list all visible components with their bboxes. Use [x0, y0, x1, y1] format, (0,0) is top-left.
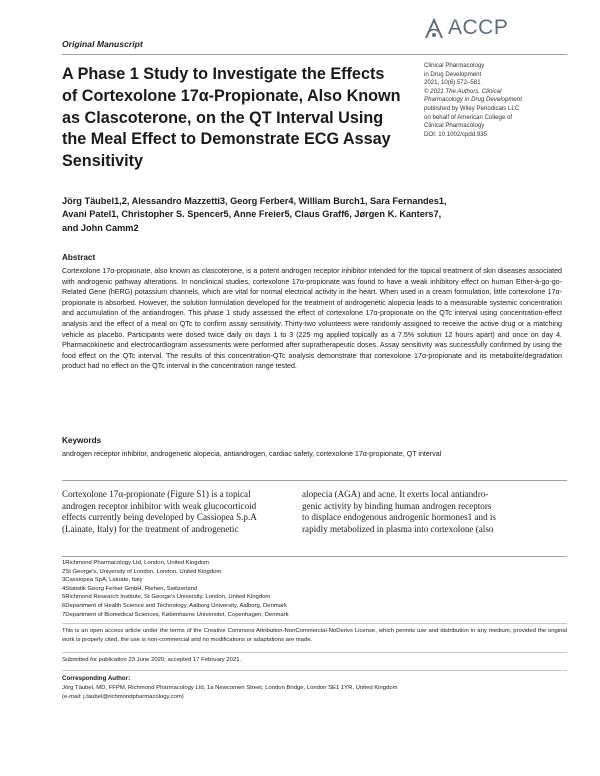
corresponding-heading: Corresponding Author: — [62, 675, 131, 682]
body-line: genic activity by binding human androgen receptors — [302, 500, 492, 511]
pubinfo-doi[interactable]: DOI: 10.1002/cpdd.935 — [424, 130, 488, 138]
affiliation: 3Cassiopea SpA, Lainate, Italy — [62, 577, 143, 584]
body-line: alopecia (AGA) and acne. It exerts local antiandro- — [302, 489, 489, 499]
pubinfo-journal: Clinical Pharmacology — [424, 62, 485, 69]
abstract-text: Cortexolone 17α-propionate, also known as clascoterone, is a potent androgen receptor inhibitor intended for the topical treatment of skin diseases associated with androgenic pathway alterations. In nonclinical studies, cortexolone 17α-propionate was found to have a weak inhibitory effect on human Ether-à-go-go-Related Gene (hERG) potassium channels, which are vital for normal electrical activity in the heart. When used in a cream formulation, little cortexolone 17α-propionate is absorbed. However, the solution formulation developed for the treatment of androgenetic alopecia leads to a measurable systemic concentration and accumulation of the antiandrogen. This phase 1 study assessed the effect of cortexolone 17α-propionate on the QTc interval using concentration-effect analysis and the effect of a meal on QTc to confirm assay sensitivity. Thirty-two volunteers were randomly assigned to receive the active drug or a matching vehicle as placebo. Participants were dosed twice daily on days 1 to 3 (225 mg applied topically as a 7.5% solution 12 hours apart) and once on day 4. Pharmacokinetic and electrocardiogram assessments were performed after supratherapeutic doses. Assay sensitivity was successfully confirmed by using the food effect on the QTc interval. The results of this concentration-QTc analysis demonstrate that cortexolone 17α-propionate and its metabolite/degradation product had no effect on the QTc interval in the concentration range tested. — [62, 267, 562, 371]
submission-dates: Submitted for publication 23 June 2020; accepted 17 February 2021. — [62, 657, 242, 663]
pubinfo-copyright: © 2021 The Authors. Clinical — [424, 87, 502, 95]
corresponding-email[interactable]: (e-mail: j.taubel@richmondpharmacology.com) — [62, 693, 184, 700]
pubinfo-publisher: published by Wiley Periodicals LLC — [424, 104, 520, 112]
affiliation: 2St George's, University of London, London, United Kingdom — [62, 568, 222, 575]
author-line: Avani Patel1, Christopher S. Spencer5, Anne Freier5, Claus Graff6, Jørgen K. Kanters7, — [62, 209, 442, 220]
affiliation: 7Department of Biomedical Sciences, Københavns Universitet, Copenhagen, Denmark — [62, 611, 289, 618]
publication-info — [424, 62, 574, 139]
footnote-divider — [62, 556, 567, 557]
body-line: to displace endogenous androgenic hormones1 and is — [302, 512, 496, 523]
body-line: effects currently being developed by Cassiopea S.p.A — [62, 512, 257, 523]
logo-text: ACCP — [448, 16, 509, 39]
body-divider — [62, 480, 567, 481]
accp-logo-icon — [424, 18, 444, 40]
body-column-right — [302, 489, 539, 535]
author-line: and John Camm2 — [62, 222, 139, 233]
body-column-left — [62, 489, 299, 535]
body-line: androgen receptor inhibitor with weak glucocorticoid — [62, 500, 257, 511]
header-divider — [62, 54, 567, 55]
author-line: Jörg Täubel1,2, Alessandro Mazzetti3, Georg Ferber4, William Burch1, Sara Fernandes1, — [62, 196, 447, 206]
pubinfo-volume: 2021, 10(6) 572–581 — [424, 79, 481, 87]
affiliations — [62, 559, 562, 619]
journal-logo — [424, 16, 564, 42]
paper-title: A Phase 1 Study to Investigate the Effects of Cortexolone 17α-Propionate, Also Known as Clascoterone, on the QT Interval Using the Meal Effect to Demonstrate ECG Assay Sensitivity — [62, 65, 401, 171]
pubinfo-publisher-2: on behalf of American College of — [424, 113, 513, 121]
body-line: rapidly metabolized in plasma into cortexolone (also — [302, 523, 494, 534]
abstract-heading: Abstract — [62, 253, 96, 262]
corresponding-address: Jörg Täubel, MD, FFPM, Richmond Pharmacology Ltd, 1a Newcomen Street, London Bridge, London SE1 1YR, United Kingdom — [62, 685, 398, 691]
body-line: Cortexolone 17α-propionate (Figure S1) is a topical — [62, 489, 251, 499]
affiliation: 6Department of Health Science and Technology, Aalborg University, Aalborg, Denmark — [62, 602, 287, 609]
pubinfo-journal-2: in Drug Development — [424, 70, 482, 78]
affiliation: 4Statistik Georg Ferber GmbH, Riehen, Switzerland — [62, 585, 198, 592]
pubinfo-publisher-3: Clinical Pharmacology — [424, 122, 485, 130]
manuscript-label: Original Manuscript — [62, 39, 143, 49]
affiliation: 5Richmond Research Institute, St George's University, London, United Kingdom — [62, 594, 271, 601]
license-divider — [62, 623, 567, 624]
body-line: (Lainate, Italy) for the treatment of androgenetic — [62, 523, 239, 534]
corresponding-author — [62, 684, 567, 701]
pubinfo-copyright-2: Pharmacology in Drug Development — [424, 96, 522, 104]
affiliation: 1Richmond Pharmacology Ltd, London, United Kingdom — [62, 560, 210, 566]
submission-divider — [62, 652, 567, 653]
corresponding-divider — [62, 670, 567, 671]
keywords-text: androgen receptor inhibitor, androgenetic alopecia, antiandrogen, cardiac safety, cortexolone 17α-propionate, QT interval — [62, 450, 442, 458]
license-text: This is an open access article under the terms of the Creative Commons Attribution-NonCommercial-NoDerivs License, which permits use and distribution in any medium, provided the original work is properly cited, the use is non-commercial and no modifications or adaptations are made. — [62, 628, 567, 643]
author-list — [62, 195, 562, 235]
keywords-heading: Keywords — [62, 436, 102, 445]
